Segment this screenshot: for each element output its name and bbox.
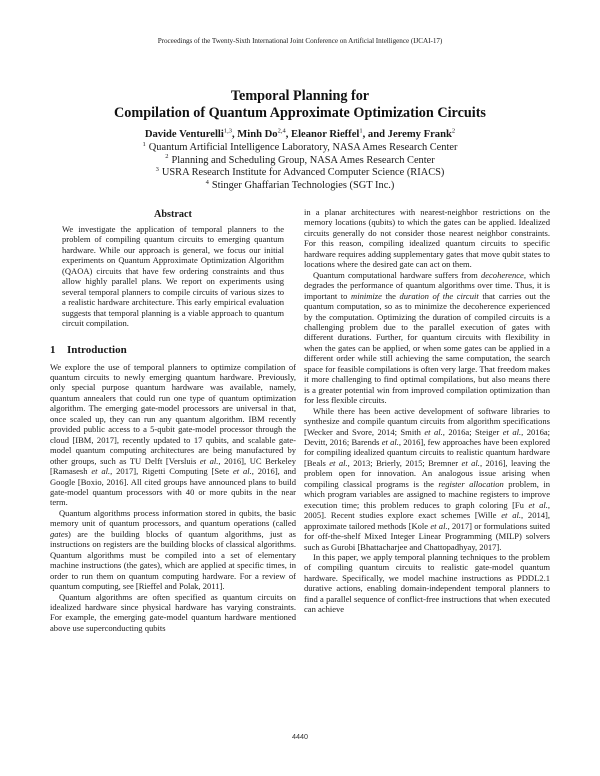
paragraph — [304, 552, 550, 615]
italic-text: et al. — [199, 455, 219, 466]
page-number: 4440 — [292, 732, 308, 741]
author-affiliation-mark: 2,4 — [277, 127, 286, 135]
author-name: Eleanor Rieffel — [291, 129, 360, 140]
text-run: , which degrades the performance of quantum algorithms over time. Thus, it is important to — [304, 269, 550, 301]
author-list — [0, 128, 600, 142]
title-line-1: Temporal Planning for — [230, 88, 370, 104]
italic-text: et al. — [381, 436, 399, 447]
author-separator: , and — [362, 129, 388, 140]
text-run: , 2013; Brierly, 2015; Bremner — [347, 457, 462, 468]
affiliation — [0, 142, 600, 155]
affiliation — [0, 155, 600, 168]
text-run: , 2016], and Google [Boxio, 2016]. All cited groups have announced plans to build gate-model quantum processors with 40 or more qubits in the near term. — [50, 466, 297, 508]
italic-text: et al. — [91, 466, 111, 477]
paper-title — [0, 88, 600, 122]
section-number: 1 — [50, 343, 56, 356]
text-run: , 2016], few approaches have been explored for compiling idealized quantum circuits to realistic quantum hardware [Beals — [304, 436, 550, 468]
abstract-heading: Abstract — [154, 209, 192, 220]
italic-text: et al. — [430, 520, 448, 531]
text-run: , 2016a; Steiger — [442, 426, 503, 437]
text-run: in a planar architectures with nearest-neighbor restrictions on the memory locations (qubits) to which the gates can be applied. Idealized circuits generally do not consider those nearest neighbor constraints. For this reason, compiling idealized quantum circuits to specific hardware requires adding supplementary gates that move qubit states to locations where the desired gate can act on them. — [304, 207, 550, 270]
affiliation-text: Stinger Ghaffarian Technologies (SGT Inc.) — [211, 180, 395, 192]
author-affiliation-mark: 1,3 — [223, 127, 232, 135]
title-line-2: Compilation of Quantum Approximate Optimization Circuits — [114, 105, 486, 121]
italic-text: minimize — [351, 290, 382, 301]
affiliation-number: 2 — [165, 153, 169, 161]
author-affiliation-mark: 1 — [359, 127, 363, 135]
italic-text: duration of the circuit — [399, 290, 479, 301]
italic-text: et al. — [232, 466, 252, 477]
author-name: Minh Do — [237, 129, 278, 140]
text-run: that carries out the quantum computation, so as to minimize the decoherence experienced by the computation. Optimizing the duration of compiled circuits is a challenging problem due to the parallel execution of gates with different durations. Further, for quantum circuits with flexibility in when the gates can be applied, or when some gates can be applied in a different order while still achieving the same computation, the search space for feasible compilations is often very large. That freedom makes it more challenging to find optimal compilations, but also means there is a greater potential win from improved compilation optimization than for less flexible circuits. — [304, 290, 550, 406]
text-run: , 2017] or formulations suited for off-the-shelf Mixed Integer Linear Programming (MILP) solvers such as Gurobi [Bhattacharjee and Chattopadhyay, 2017]. — [304, 520, 550, 552]
affiliation-number: 1 — [142, 140, 146, 148]
running-head: Proceedings of the Twenty-Sixth International Joint Conference on Artificial Intelligence (IJCAI-17) — [157, 37, 443, 45]
text-run: While there has been active development of software libraries to synthesize and compile quantum circuits from algorithm specifications [Wecker and Svore, 2014; Smith — [304, 405, 550, 437]
affiliation-number: 4 — [205, 178, 209, 186]
affiliation — [0, 167, 600, 180]
author-name: Davide Venturelli — [144, 129, 224, 140]
author-separator: , — [285, 129, 291, 140]
text-run: , 2005]. Recent studies explore exact schemes [Wille — [304, 499, 551, 521]
italic-text: gates — [50, 528, 69, 539]
right-column — [304, 207, 550, 615]
affiliation — [0, 180, 600, 193]
left-column — [50, 208, 296, 633]
paragraph — [50, 508, 296, 592]
author-affiliation-mark: 2 — [451, 127, 456, 135]
italic-text: et al. — [501, 510, 521, 521]
abstract-text: We investigate the application of temporal planners to the problem of compiling quantum circuits to emerging quantum hardware. While our approach is general, we focus our initial experiments on Quantum Approximate Optimization Algorithm (QAOA) circuits that have few ordering constraints and thus allow highly parallel plans. We report on experiments using several temporal planners to compile circuits of various sizes to a realistic hardware architecture. This early empirical evaluation suggests that temporal planning is a viable approach to quantum circuit compilation. — [62, 224, 284, 329]
section-heading-introduction — [50, 344, 296, 357]
affiliation-number: 3 — [155, 165, 159, 173]
paragraph — [50, 362, 296, 508]
affiliation-text: Quantum Artificial Intelligence Laboratory, NASA Ames Research Center — [148, 142, 458, 153]
text-run: ) are the building blocks of quantum algorithms, just as instructions on registers are the building blocks of classical algorithms. Quantum algorithms must be compiled into a set of elementary machine instructions (the gates), which are applied at specific times, in order to run them on quantum computing hardware. For a review of quantum computing, see [Rieffel and Polak, 2011]. — [50, 528, 296, 592]
text-run: problem, in which program variables are assigned to machine registers to improve execution time; this problem reduces to graph coloring [Fu — [304, 478, 551, 510]
paragraph — [304, 406, 550, 552]
affiliation-text: Planning and Scheduling Group, NASA Ames Research Center — [171, 154, 435, 166]
text-run: , 2016a; Devitt, 2016; Barends — [304, 426, 551, 447]
italic-text: register allocation — [438, 478, 504, 489]
paragraph — [304, 270, 550, 406]
text-run: , 2016], UC Berkeley [Ramasesh — [50, 455, 296, 477]
affiliation-text: USRA Research Institute for Advanced Computer Science (RIACS) — [161, 167, 445, 179]
italic-text: et al. — [502, 426, 522, 437]
italic-text: et al. — [461, 457, 480, 468]
text-run: Quantum algorithms process information stored in qubits, the basic memory unit of quantum processors, and quantum operations (called — [50, 507, 296, 529]
text-run: In this paper, we apply temporal planning techniques to the problem of compiling quantum circuits to realistic gate-model quantum hardware. Specifically, we model machine instructions as PDDL2.1 durative actions, enabling domain-independent temporal planners to find a parallel sequence of conflict-free instructions that when executed can achieve — [304, 551, 550, 615]
italic-text: decoherence — [480, 269, 524, 280]
text-run: the — [381, 290, 400, 301]
italic-text: et al. — [528, 499, 548, 510]
text-run: Quantum computational hardware suffers from — [313, 269, 481, 280]
author-separator: , — [231, 129, 238, 140]
text-run: , 2016], leaving the problem open for innovation. An analogous issue arising when compiling classical programs is the — [304, 457, 551, 489]
section-title: Introduction — [67, 343, 127, 356]
text-run: , 2014], approximate tailored methods [Kole — [304, 510, 550, 531]
text-run: We explore the use of temporal planners to optimize compilation of quantum circuits to newly emerging quantum hardware. Previously, only special purpose quantum hardware was available, namely, quantum annealers that could run one type of quantum optimization algorithm. The emerging gate-model processors are universal in that, once scaled up, they can run any quantum algorithm. IBM recently provided public access to a 5-qubit gate-model processor through the cloud [IBM, 2017], recently updated to 17 qubits, and scalable gate-model quantum computing architectures are being manufactured by other groups, such as TU Delft [Versluis — [50, 361, 296, 466]
italic-text: et al. — [424, 426, 443, 437]
paragraph-continuation — [304, 207, 550, 270]
author-name: Jeremy Frank — [387, 129, 452, 140]
italic-text: et al. — [329, 457, 348, 468]
title-block — [0, 88, 600, 193]
paragraph — [50, 592, 296, 634]
text-run: Quantum algorithms are often specified as quantum circuits on idealized hardware since physical hardware has varying constraints. For example, the emerging gate-model quantum hardware mentioned above use superconducting qubits — [50, 591, 296, 633]
text-run: , 2017], Rigetti Computing [Sete — [110, 466, 233, 477]
